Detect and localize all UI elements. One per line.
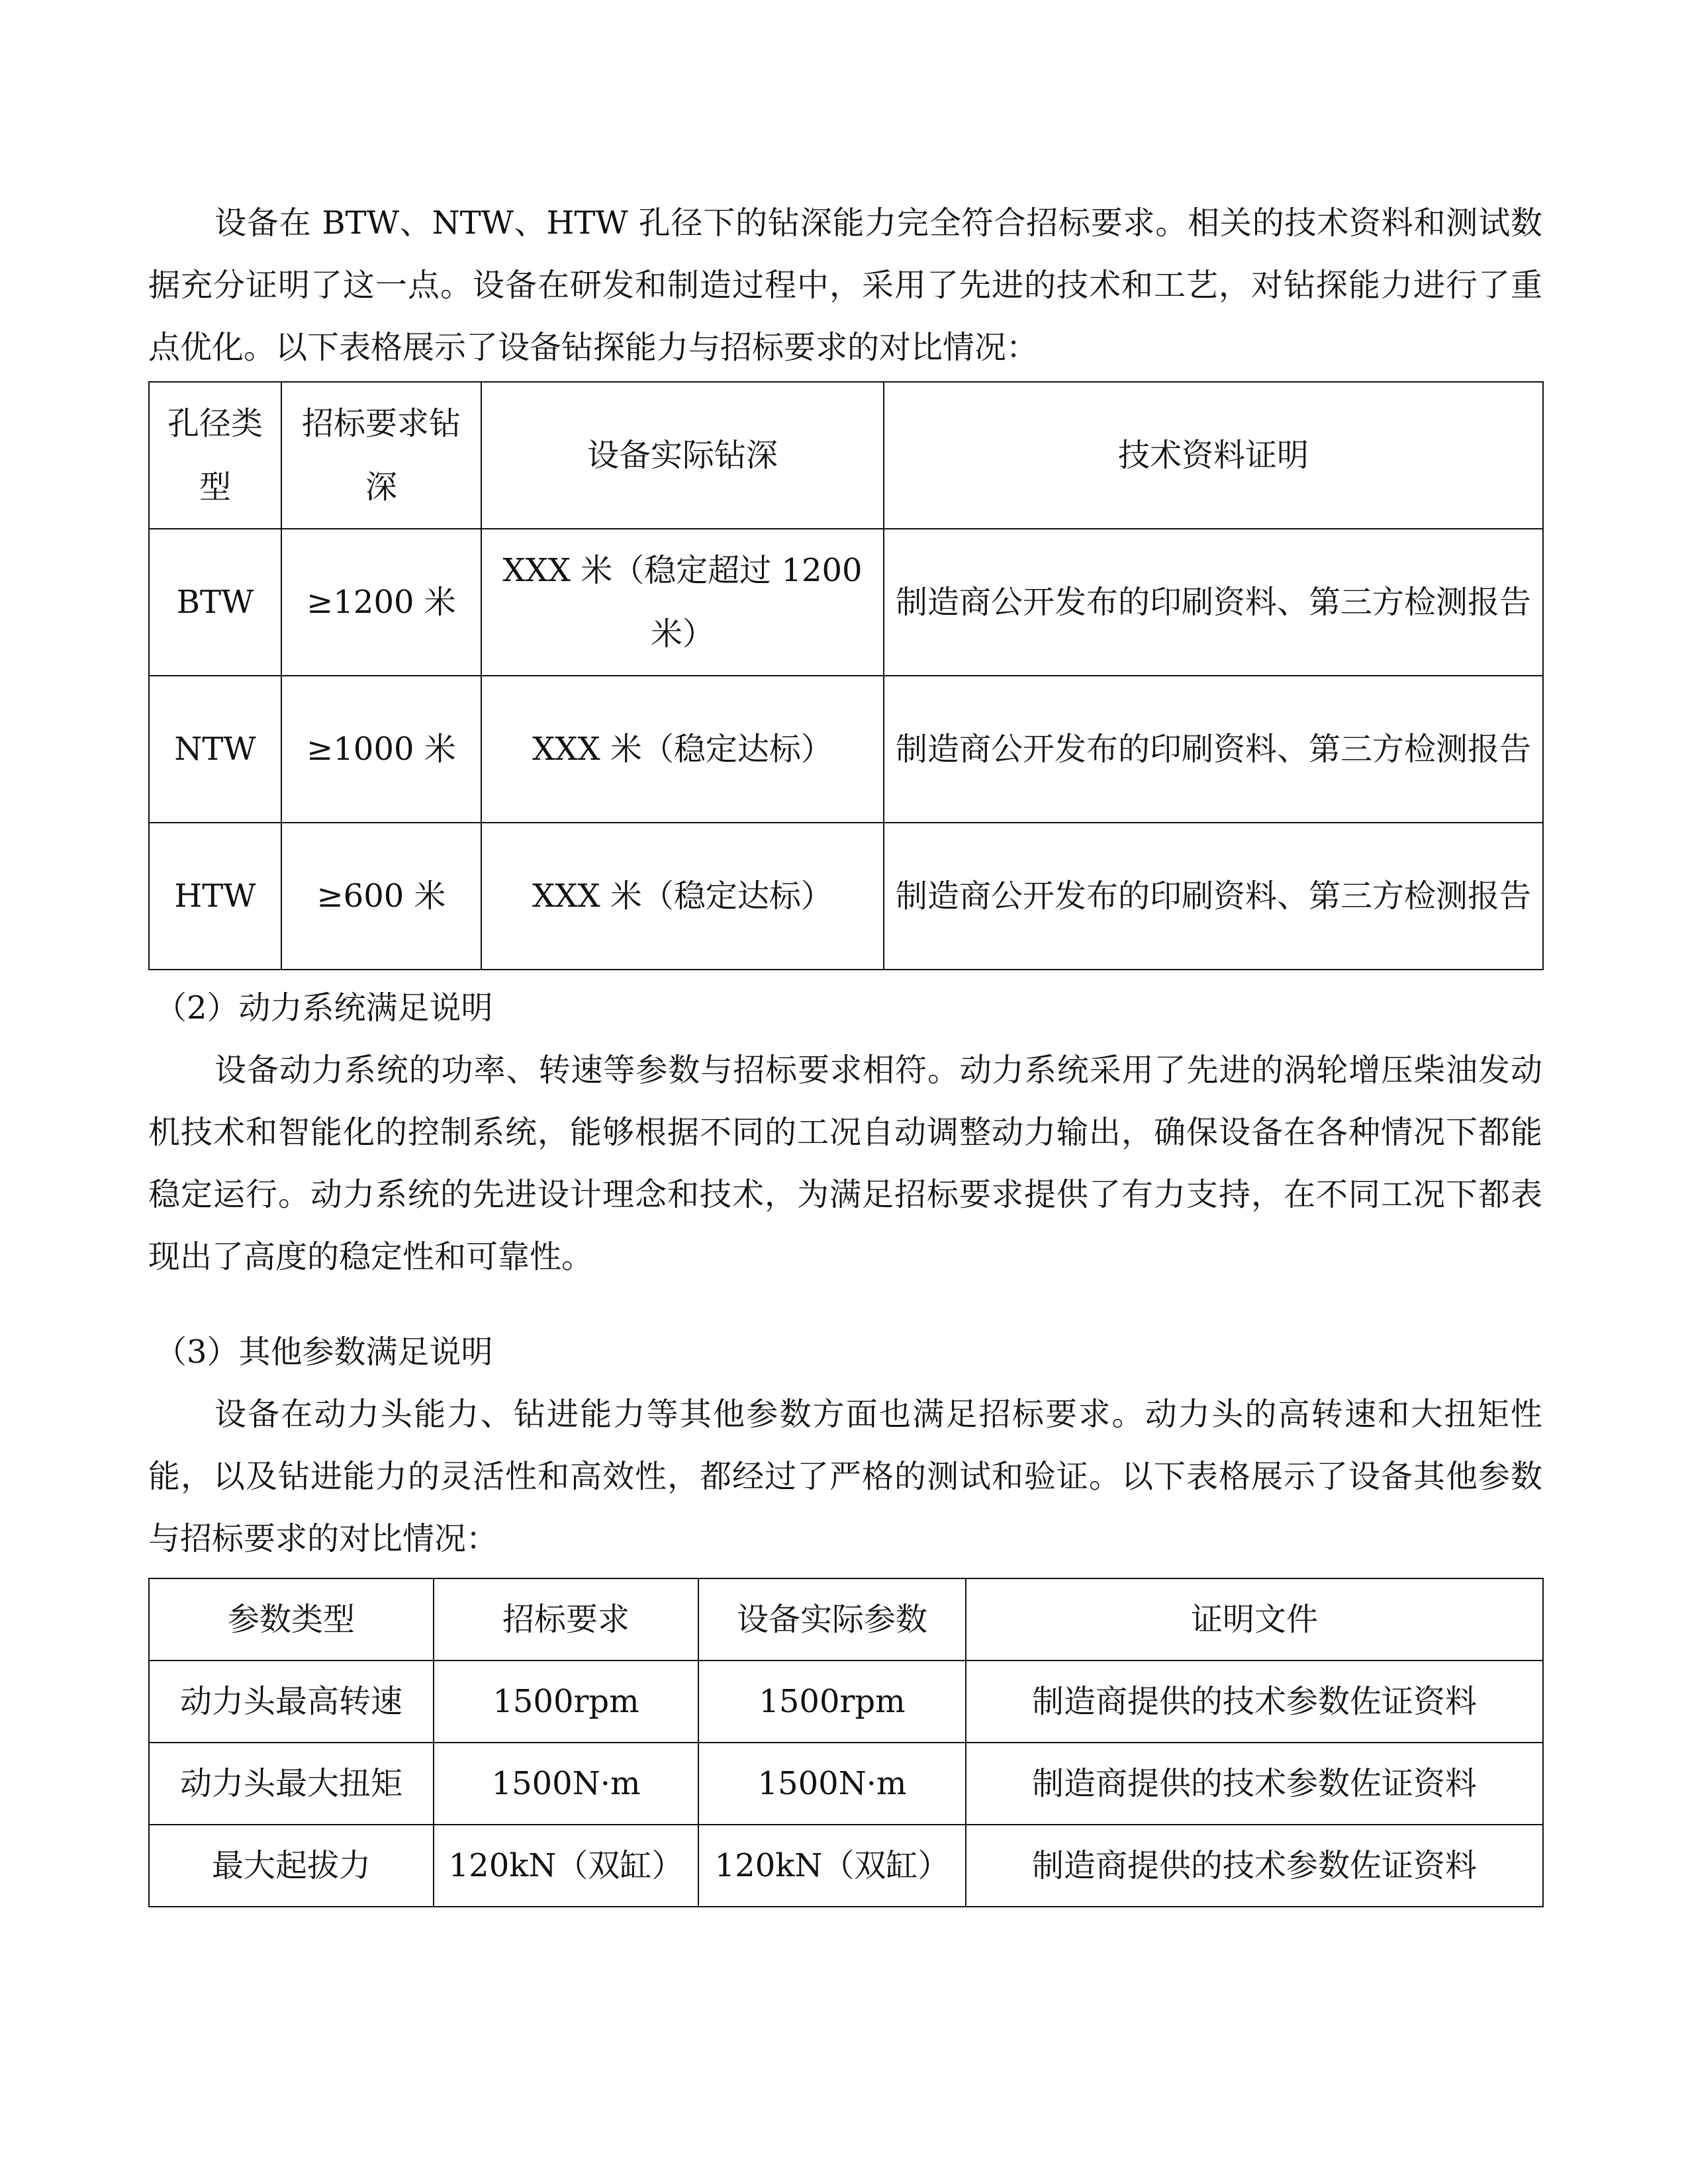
table-cell: HTW [149,823,281,970]
table-cell: 120kN（双缸） [698,1825,966,1907]
table-cell: BTW [149,529,281,676]
table-header-cell: 招标要求钻深 [281,382,481,529]
table-cell: 动力头最高转速 [149,1661,434,1743]
table-cell: 动力头最大扭矩 [149,1743,434,1825]
table-cell: 1500rpm [698,1661,966,1743]
table-cell: 最大起拔力 [149,1825,434,1907]
table-header-row [149,382,1543,529]
table-cell: 制造商公开发布的印刷资料、第三方检测报告 [884,676,1543,823]
document-page [148,192,1542,1907]
intro-paragraph: 设备在 BTW、NTW、HTW 孔径下的钻深能力完全符合招标要求。相关的技术资料和测试数据充分证明了这一点。设备在研发和制造过程中，采用了先进的技术和工艺，对钻探能力进行了重点优化。以下表格展示了设备钻探能力与招标要求的对比情况： [148,205,1542,366]
section-heading-power: （2）动力系统满足说明 [155,989,493,1026]
table-row [149,529,1543,676]
section-heading-other-params: （3）其他参数满足说明 [155,1334,493,1371]
table-row [149,1661,1543,1743]
table-header-cell: 技术资料证明 [884,382,1543,529]
table-row [149,1743,1543,1825]
table-cell: 1500N·m [698,1743,966,1825]
table-cell: NTW [149,676,281,823]
table-cell: ≥600 米 [281,823,481,970]
table-cell: 制造商提供的技术参数佐证资料 [966,1661,1543,1743]
table-header-row [149,1578,1543,1661]
table-row [149,823,1543,970]
other-params-table [148,1578,1544,1907]
table-header-cell: 设备实际钻深 [481,382,884,529]
table-cell: ≥1200 米 [281,529,481,676]
table-cell: XXX 米（稳定达标） [481,823,884,970]
table-header-cell: 参数类型 [149,1578,434,1661]
table-cell: 1500rpm [434,1661,698,1743]
table-cell: 制造商公开发布的印刷资料、第三方检测报告 [884,529,1543,676]
table-cell: 制造商公开发布的印刷资料、第三方检测报告 [884,823,1543,970]
table-header-cell: 孔径类型 [149,382,281,529]
table-header-cell: 招标要求 [434,1578,698,1661]
table-header-cell: 证明文件 [966,1578,1543,1661]
table-cell: XXX 米（稳定超过 1200 米） [481,529,884,676]
table-cell: 制造商提供的技术参数佐证资料 [966,1743,1543,1825]
drilling-depth-table [148,381,1544,970]
table-cell: 制造商提供的技术参数佐证资料 [966,1825,1543,1907]
table-row [149,676,1543,823]
table-cell: ≥1000 米 [281,676,481,823]
power-system-paragraph: 设备动力系统的功率、转速等参数与招标要求相符。动力系统采用了先进的涡轮增压柴油发动机技术和智能化的控制系统，能够根据不同的工况自动调整动力输出，确保设备在各种情况下都能稳定运行。动力系统的先进设计理念和技术，为满足招标要求提供了有力支持，在不同工况下都表现出了高度的稳定性和可靠性。 [148,1052,1542,1275]
table-row [149,1825,1543,1907]
table-header-cell: 设备实际参数 [698,1578,966,1661]
table-cell: 1500N·m [434,1743,698,1825]
table-cell: 120kN（双缸） [434,1825,698,1907]
other-params-paragraph: 设备在动力头能力、钻进能力等其他参数方面也满足招标要求。动力头的高转速和大扭矩性能，以及钻进能力的灵活性和高效性，都经过了严格的测试和验证。以下表格展示了设备其他参数与招标要求的对比情况： [148,1396,1542,1557]
table-cell: XXX 米（稳定达标） [481,676,884,823]
